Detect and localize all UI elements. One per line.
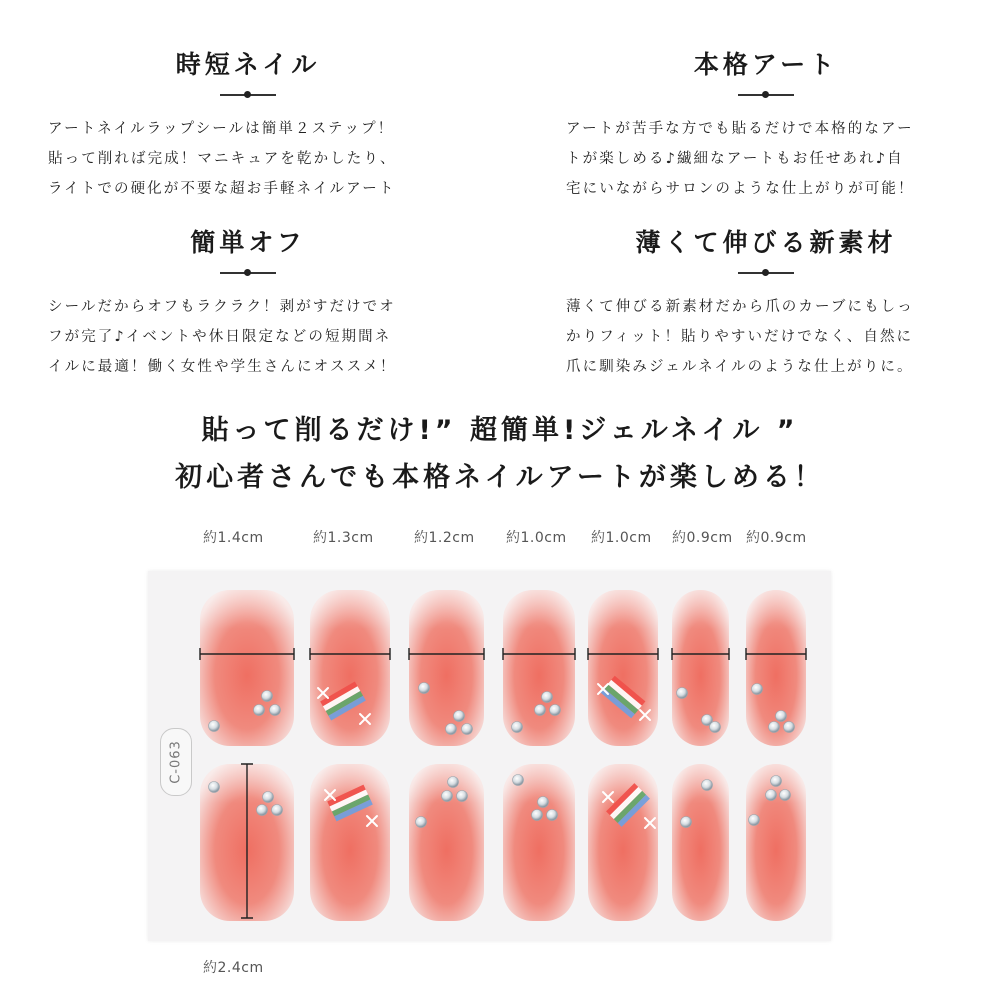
rhinestone <box>542 692 553 703</box>
rhinestone <box>681 817 692 828</box>
rhinestone <box>780 790 791 801</box>
nail-gloss <box>503 764 575 921</box>
rhinestone <box>538 797 549 808</box>
rhinestone <box>749 815 760 826</box>
nail-gloss <box>672 590 729 746</box>
rhinestone <box>419 683 430 694</box>
nail-gloss <box>310 590 390 746</box>
rhinestone <box>677 688 688 699</box>
rhinestone <box>446 724 457 735</box>
rhinestone <box>710 722 721 733</box>
rhinestone <box>272 805 283 816</box>
headline-line-1: 貼って削るだけ!” 超簡単!ジェルネイル ” <box>201 415 799 446</box>
rhinestone <box>547 810 558 821</box>
rhinestone <box>270 705 281 716</box>
rhinestone <box>462 724 473 735</box>
nail-sticker <box>409 590 484 746</box>
rhinestone <box>209 782 220 793</box>
rhinestone <box>776 711 787 722</box>
nail-sticker <box>409 764 484 921</box>
rhinestone <box>254 705 265 716</box>
rhinestone <box>550 705 561 716</box>
rhinestone <box>209 721 220 732</box>
feature-description: シールだからオフもラクラク！剥がすだけでオ フが完了♪イベントや休日限定などの短期間ネ イルに最適！働く女性や学生さんにオススメ！ <box>48 299 397 375</box>
rhinestone <box>442 791 453 802</box>
rhinestone <box>416 817 427 828</box>
nail-gloss <box>672 764 729 921</box>
width-label: 約1.4cm <box>203 530 264 546</box>
rhinestone <box>512 722 523 733</box>
product-code: C-063 <box>168 740 184 784</box>
feature-title: 簡単オフ <box>190 228 306 257</box>
rhinestone <box>769 722 780 733</box>
nail-gloss <box>409 764 484 921</box>
nail-sticker <box>503 764 575 921</box>
feature-title: 本格アート <box>693 50 839 79</box>
nail-sticker <box>672 590 729 746</box>
rhinestone <box>532 810 543 821</box>
feature-description: 薄くて伸びる新素材だから爪のカーブにもしっ かりフィット！貼りやすいだけでなく、自然に 爪に馴染みジェルネイルのような仕上がりに。 <box>566 299 914 375</box>
width-label: 約1.3cm <box>313 530 374 546</box>
width-label: 約1.0cm <box>591 530 652 546</box>
nail-sticker <box>588 764 658 921</box>
rhinestone <box>535 705 546 716</box>
nail-sticker <box>746 764 806 921</box>
headline-line-2: 初心者さんでも本格ネイルアートが楽しめる！ <box>175 462 825 493</box>
nail-gloss <box>746 764 806 921</box>
feature-title: 時短ネイル <box>175 50 321 79</box>
rhinestone <box>771 776 782 787</box>
nail-gloss <box>409 590 484 746</box>
width-label: 約0.9cm <box>746 530 807 546</box>
rhinestone <box>263 792 274 803</box>
nail-sticker <box>672 764 729 921</box>
feature-description: アートネイルラップシールは簡単２ステップ！ 貼って削れば完成！マニキュアを乾かしたり、 ライトでの硬化が不要な超お手軽ネイルアート <box>48 121 397 197</box>
nail-sticker <box>310 590 390 746</box>
rhinestone <box>702 780 713 791</box>
width-label: 約1.2cm <box>414 530 475 546</box>
nail-sticker <box>310 764 390 921</box>
rhinestone <box>513 775 524 786</box>
nail-gloss <box>588 590 658 746</box>
nail-sticker <box>588 590 658 746</box>
rhinestone <box>457 791 468 802</box>
rhinestone <box>752 684 763 695</box>
feature-description: アートが苦手な方でも貼るだけで本格的なアー トが楽しめる♪繊細なアートもお任せあれ♪自 宅にいながらサロンのような仕上がりが可能！ <box>566 121 915 197</box>
length-label: 約2.4cm <box>203 960 264 976</box>
rhinestone <box>784 722 795 733</box>
rhinestone <box>262 691 273 702</box>
nail-gloss <box>310 764 390 921</box>
rhinestone <box>766 790 777 801</box>
rhinestone <box>257 805 268 816</box>
rhinestone <box>454 711 465 722</box>
width-label: 約0.9cm <box>672 530 733 546</box>
width-label: 約1.0cm <box>506 530 567 546</box>
feature-title: 薄くて伸びる新素材 <box>635 228 897 257</box>
nail-gloss <box>588 764 658 921</box>
rhinestone <box>448 777 459 788</box>
